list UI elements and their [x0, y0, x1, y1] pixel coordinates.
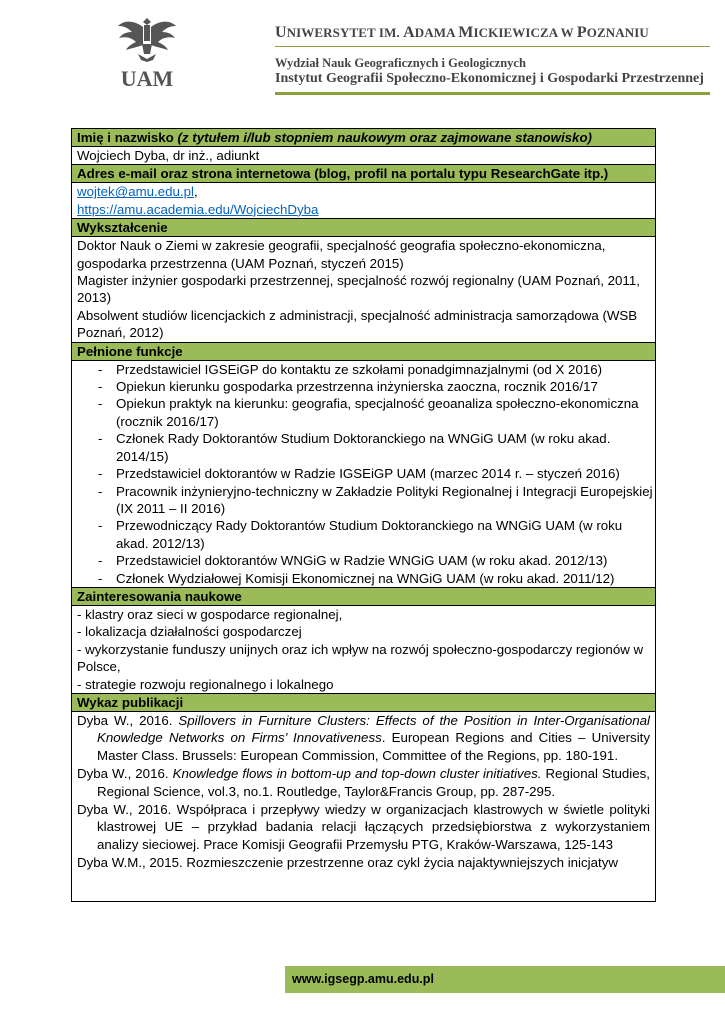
university-name: UNIWERSYTET IM. ADAMA MICKIEWICZA W POZNANIU — [275, 24, 649, 41]
publications-body — [72, 712, 655, 872]
education-line: Magister inżynier gospodarki przestrzennej, specjalność rozwój regionalny (UAM Poznań, 2011, 2013) — [77, 273, 640, 306]
function-item: - Przedstawiciel IGSEiGP do kontaktu ze szkołami ponadgimnazjalnymi (od X 2016) — [72, 361, 655, 378]
header-divider — [275, 46, 710, 47]
function-item: - Przedstawiciel doktorantów w Radzie IGSEiGP UAM (marzec 2014 r. – styczeń 2016) — [72, 465, 655, 482]
function-item: - Przedstawiciel doktorantów WNGiG w Radzie WNGiG UAM (w roku akad. 2012/13) — [72, 552, 655, 569]
contact-heading: Adres e-mail oraz strona internetowa (blog, profil na portalu typu ResearchGate itp.) — [72, 164, 655, 183]
publication-item: Dyba W., 2016. Spillovers in Furniture Clusters: Effects of the Position in Inter-Organisational Knowledge Networks on Firms’ Innovativeness. European Regions and Cities – University Master Class. Brussels: European Commission, Committee of the Regions, pp. 180-191. — [77, 712, 650, 763]
function-item: - Opiekun kierunku gospodarka przestrzenna inżynierska zaoczna, rocznik 2016/17 — [72, 378, 655, 395]
header-rule — [275, 92, 710, 95]
name-value: Wojciech Dyba, dr inż., adiunkt — [77, 148, 260, 163]
interest-line: - wykorzystanie funduszy unijnych oraz ich wpływ na rozwój społeczno-gospodarczy regionów w Polsce, — [77, 641, 644, 675]
function-item: - Pracownik inżynieryjno-techniczny w Zakładzie Polityki Regionalnej i Integracji Europejskiej (IX 2011 – II 2016) — [72, 483, 655, 518]
publication-item: Dyba W.M., 2015. Rozmieszczenie przestrzenne oraz cykl życia najaktywniejszych inicjatyw — [77, 855, 618, 871]
publication-item: Dyba W., 2016. Knowledge flows in bottom-up and top-down cluster initiatives. Regional Studies, Regional Science, vol.3, no.1. Routledge, Taylor&Francis Group, pp. 287-295. — [77, 766, 651, 799]
function-item: - Członek Wydziałowej Komisji Ekonomicznej na WNGiG UAM (w roku akad. 2011/12) — [72, 570, 655, 587]
functions-heading: Pełnione funkcje — [72, 342, 655, 361]
website-link[interactable]: https://amu.academia.edu/WojciechDyba — [77, 201, 319, 217]
publications-heading: Wykaz publikacji — [72, 693, 655, 712]
interest-line: - lokalizacja działalności gospodarczej — [77, 624, 302, 640]
cv-table — [71, 128, 656, 902]
education-heading: Wykształcenie — [72, 218, 655, 237]
education-body — [72, 237, 655, 341]
contact-body: wojtek@amu.edu.pl, https://amu.academia.edu/WojciechDyba — [77, 184, 319, 217]
interest-line: - strategie rozwoju regionalnego i lokalnego — [77, 676, 334, 692]
publication-item: Dyba W., 2016. Współpraca i przepływy wiedzy w organizacjach klastrowych w świetle polityki klastrowej UE – przykład badania relacji łączących przedsiębiorstwa z wykorzystaniem analizy sieciowej. Prace Komisji Geografii Przemysłu PTG, Kraków-Warszawa, 125-143 — [77, 802, 651, 852]
university-logo — [114, 14, 180, 94]
education-line: Doktor Nauk o Ziemi w zakresie geografii, specjalność geografia społeczno-ekonomiczna, gospodarka przestrzenna (UAM Poznań, styczeń 2015) — [77, 238, 606, 271]
name-heading: Imię i nazwisko (z tytułem i/lub stopniem naukowym oraz zajmowane stanowisko) — [72, 129, 655, 147]
interests-body — [72, 606, 655, 693]
function-item: - Członek Rady Doktorantów Studium Doktoranckiego na WNGiG UAM (w roku akad. 2014/15) — [72, 430, 655, 465]
footer-website[interactable]: www.igsegp.amu.edu.pl — [285, 966, 725, 993]
interests-heading: Zainteresowania naukowe — [72, 587, 655, 606]
functions-body — [72, 361, 655, 587]
function-item: - Przewodniczący Rady Doktorantów Studium Doktoranckiego na WNGiG UAM (w roku akad. 2012/13) — [72, 517, 655, 552]
institute-name: Instytut Geografii Społeczno-Ekonomicznej i Gospodarki Przestrzennej — [275, 71, 704, 86]
email-link[interactable]: wojtek@amu.edu.pl — [77, 184, 194, 200]
function-item: - Opiekun praktyk na kierunku: geografia, specjalność geoanaliza społeczno-ekonomiczna (rocznik 2016/17) — [72, 395, 655, 430]
education-line: Absolwent studiów licencjackich z administracji, specjalność administracja samorządowa (WSB Poznań, 2012) — [77, 307, 638, 341]
functions-list — [72, 361, 655, 587]
faculty-name: Wydział Nauk Geograficznych i Geologicznych — [275, 56, 526, 70]
interest-line: - klastry oraz sieci w gospodarce regionalnej, — [77, 606, 343, 622]
svg-text:UAM: UAM — [120, 66, 174, 91]
